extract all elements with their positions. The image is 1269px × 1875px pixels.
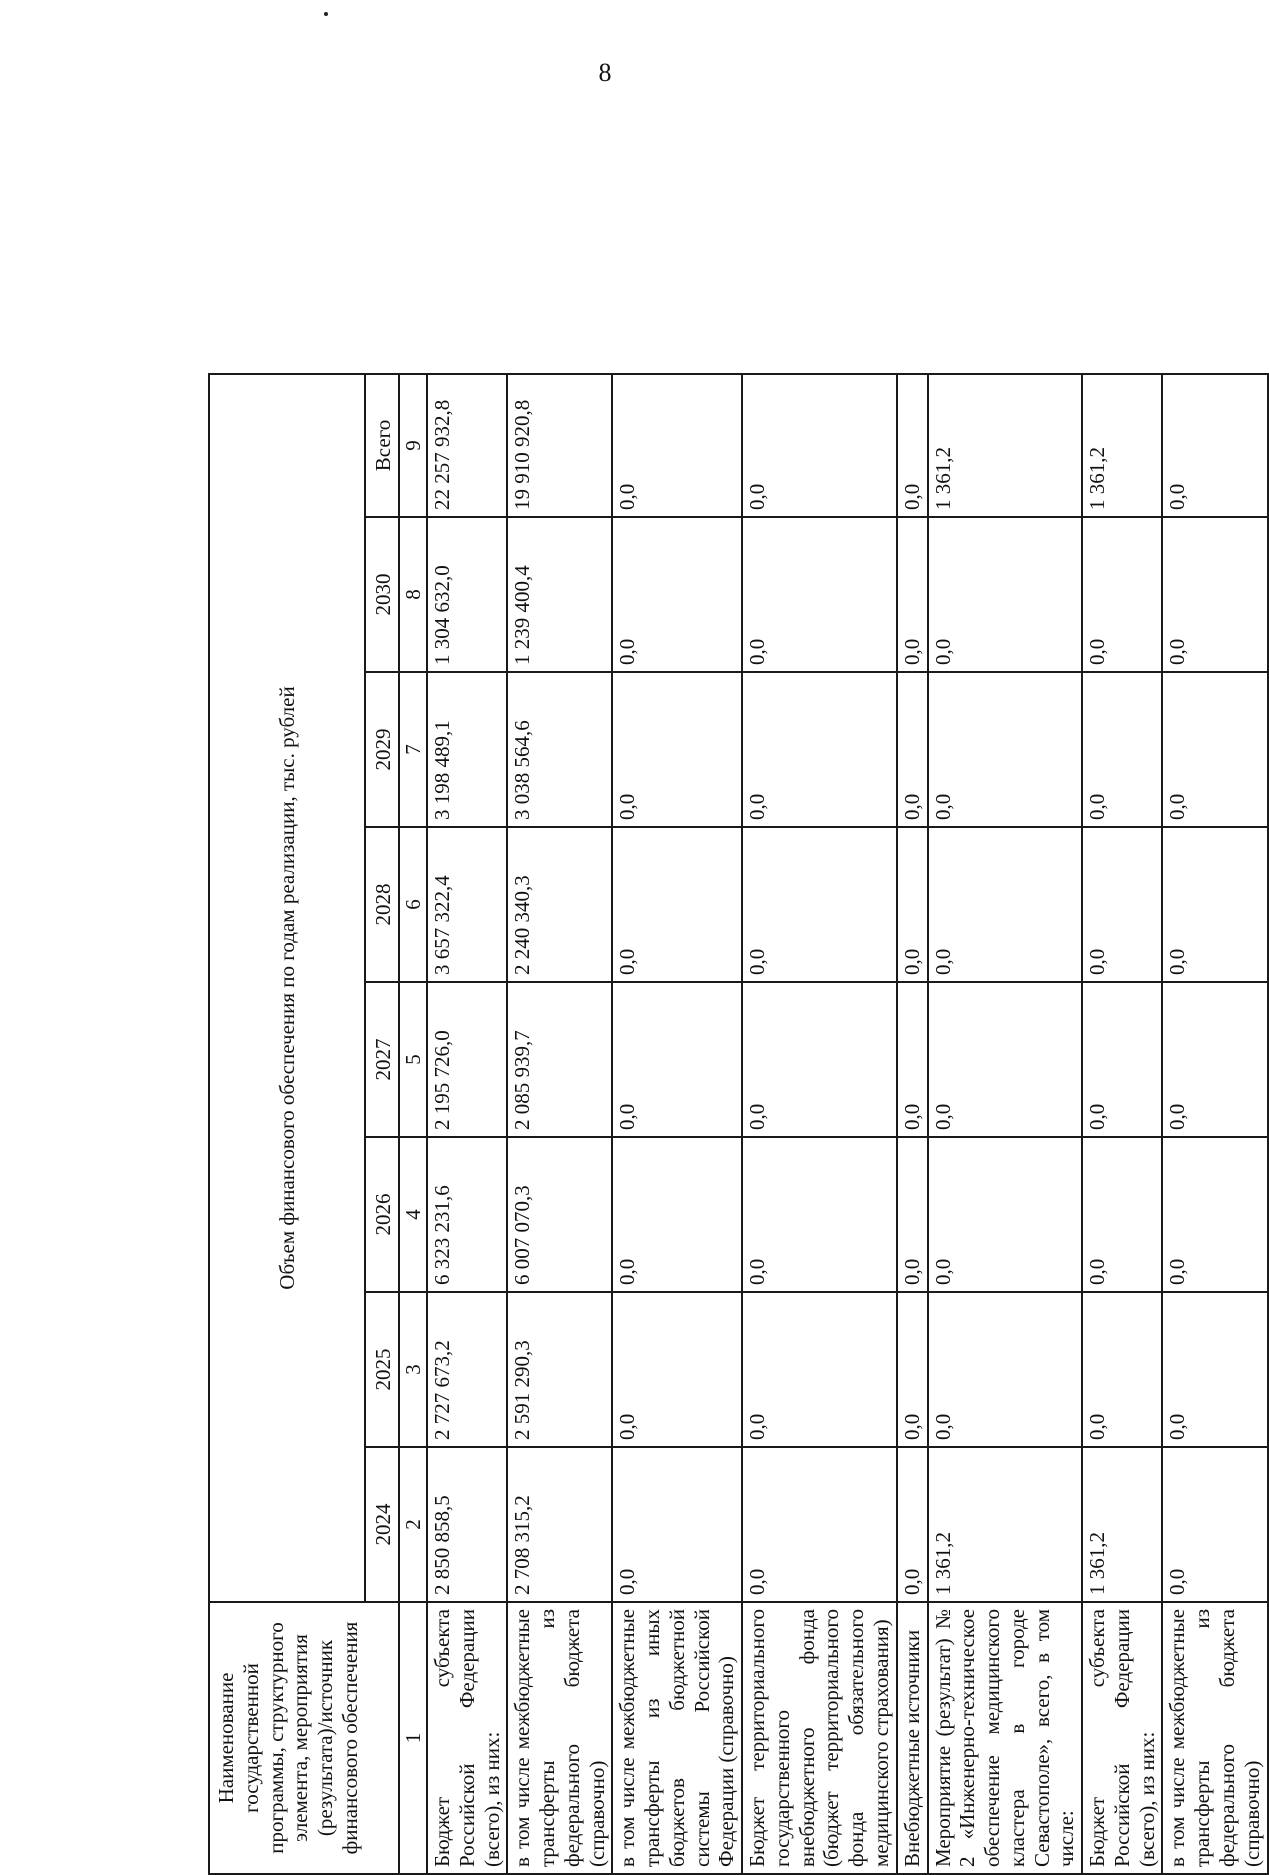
column-number: 8 bbox=[399, 517, 427, 672]
value-cell: 0,0 bbox=[612, 827, 742, 982]
value-cell: 0,0 bbox=[742, 1137, 897, 1292]
column-number: 4 bbox=[399, 1137, 427, 1292]
value-cell: 0,0 bbox=[742, 1447, 897, 1602]
rotated-table-container bbox=[208, 375, 1264, 1875]
value-cell: 0,0 bbox=[897, 827, 928, 982]
value-cell: 0,0 bbox=[1082, 517, 1162, 672]
value-cell: 2 708 315,2 bbox=[507, 1447, 612, 1602]
year-header: 2029 bbox=[365, 672, 399, 827]
value-cell: 0,0 bbox=[612, 982, 742, 1137]
value-cell: 0,0 bbox=[1162, 517, 1267, 672]
value-cell: 1 361,2 bbox=[928, 1447, 1083, 1602]
row-label: в том числе межбюджетные трансферты из иных бюджетов бюджетной системы Российской Федерации (справочно) bbox=[612, 1602, 742, 1874]
value-cell: 0,0 bbox=[897, 1137, 928, 1292]
value-cell: 0,0 bbox=[612, 1447, 742, 1602]
row-label: Мероприятие (результат) № 2 «Инженерно-техническое обеспечение медицинского кластера в городе Севастополе», всего, в том числе: bbox=[928, 1602, 1083, 1874]
value-cell: 0,0 bbox=[742, 517, 897, 672]
value-cell: 0,0 bbox=[897, 982, 928, 1137]
column-number: 3 bbox=[399, 1292, 427, 1447]
table-row bbox=[897, 374, 928, 1874]
row-label: в том числе межбюджетные трансферты из федерального бюджета (справочно) bbox=[507, 1602, 612, 1874]
total-cell: 0,0 bbox=[742, 374, 897, 517]
table-row bbox=[1082, 374, 1162, 1874]
column-number: 1 bbox=[399, 1602, 427, 1874]
total-cell: 1 361,2 bbox=[1082, 374, 1162, 517]
page-number: 8 bbox=[598, 58, 612, 87]
total-cell: 19 910 920,8 bbox=[507, 374, 612, 517]
value-cell: 0,0 bbox=[1162, 827, 1267, 982]
row-label: Бюджет территориального государственного внебюджетного фонда (бюджет территориального фонда обязательного медицинского страхования) bbox=[742, 1602, 897, 1874]
row-label: Бюджет субъекта Российской Федерации (всего), из них: bbox=[427, 1602, 507, 1874]
total-cell: 0,0 bbox=[612, 374, 742, 517]
table-row bbox=[427, 374, 507, 1874]
value-cell: 0,0 bbox=[928, 982, 1083, 1137]
volume-title-header: Объем финансового обеспечения по годам реализации, тыс. рублей bbox=[209, 374, 365, 1602]
value-cell: 0,0 bbox=[897, 517, 928, 672]
value-cell: 0,0 bbox=[1162, 982, 1267, 1137]
value-cell: 3 038 564,6 bbox=[507, 672, 612, 827]
value-cell: 2 727 673,2 bbox=[427, 1292, 507, 1447]
total-cell: 0,0 bbox=[897, 374, 928, 517]
value-cell: 0,0 bbox=[612, 517, 742, 672]
value-cell: 0,0 bbox=[1162, 1447, 1267, 1602]
table-row bbox=[507, 374, 612, 1874]
value-cell: 0,0 bbox=[928, 1137, 1083, 1292]
total-cell: 22 257 932,8 bbox=[427, 374, 507, 517]
value-cell: 2 195 726,0 bbox=[427, 982, 507, 1137]
column-number: 7 bbox=[399, 672, 427, 827]
value-cell: 0,0 bbox=[742, 672, 897, 827]
row-label: в том числе межбюджетные трансферты из федерального бюджета (справочно) bbox=[1162, 1602, 1267, 1874]
value-cell: 1 239 400,4 bbox=[507, 517, 612, 672]
value-cell: 0,0 bbox=[897, 672, 928, 827]
value-cell: 0,0 bbox=[1082, 982, 1162, 1137]
financing-table bbox=[208, 373, 1269, 1875]
table-row bbox=[612, 374, 742, 1874]
value-cell: 0,0 bbox=[1082, 672, 1162, 827]
value-cell: 0,0 bbox=[897, 1447, 928, 1602]
value-cell: 0,0 bbox=[928, 517, 1083, 672]
value-cell: 0,0 bbox=[742, 827, 897, 982]
value-cell: 3 198 489,1 bbox=[427, 672, 507, 827]
table-row bbox=[742, 374, 897, 1874]
year-header: 2028 bbox=[365, 827, 399, 982]
value-cell: 0,0 bbox=[612, 1137, 742, 1292]
total-header: Всего bbox=[365, 374, 399, 517]
value-cell: 0,0 bbox=[928, 672, 1083, 827]
value-cell: 0,0 bbox=[612, 672, 742, 827]
row-label: Внебюджетные источники bbox=[897, 1602, 928, 1874]
value-cell: 1 361,2 bbox=[1082, 1447, 1162, 1602]
value-cell: 0,0 bbox=[928, 827, 1083, 982]
total-cell: 1 361,2 bbox=[928, 374, 1083, 517]
value-cell: 2 850 858,5 bbox=[427, 1447, 507, 1602]
value-cell: 3 657 322,4 bbox=[427, 827, 507, 982]
table-body bbox=[427, 374, 1268, 1874]
value-cell: 6 323 231,6 bbox=[427, 1137, 507, 1292]
value-cell: 0,0 bbox=[742, 982, 897, 1137]
value-cell: 0,0 bbox=[1162, 1292, 1267, 1447]
value-cell: 2 591 290,3 bbox=[507, 1292, 612, 1447]
value-cell: 0,0 bbox=[612, 1292, 742, 1447]
value-cell: 0,0 bbox=[742, 1292, 897, 1447]
value-cell: 2 240 340,3 bbox=[507, 827, 612, 982]
column-number: 6 bbox=[399, 827, 427, 982]
scan-dot bbox=[324, 12, 328, 16]
year-header: 2024 bbox=[365, 1447, 399, 1602]
value-cell: 0,0 bbox=[1082, 827, 1162, 982]
year-header: 2026 bbox=[365, 1137, 399, 1292]
column-number: 2 bbox=[399, 1447, 427, 1602]
value-cell: 0,0 bbox=[1082, 1292, 1162, 1447]
value-cell: 2 085 939,7 bbox=[507, 982, 612, 1137]
column-number: 9 bbox=[399, 374, 427, 517]
value-cell: 1 304 632,0 bbox=[427, 517, 507, 672]
table-row bbox=[1162, 374, 1267, 1874]
value-cell: 0,0 bbox=[897, 1292, 928, 1447]
value-cell: 6 007 070,3 bbox=[507, 1137, 612, 1292]
year-header: 2025 bbox=[365, 1292, 399, 1447]
value-cell: 0,0 bbox=[928, 1292, 1083, 1447]
year-header: 2030 bbox=[365, 517, 399, 672]
name-column-header: Наименование государственной программы, структурного элемента, мероприятия (результата)/источник финансового обеспечения bbox=[209, 1602, 399, 1874]
row-label: Бюджет субъекта Российской Федерации (всего), из них: bbox=[1082, 1602, 1162, 1874]
value-cell: 0,0 bbox=[1082, 1137, 1162, 1292]
value-cell: 0,0 bbox=[1162, 672, 1267, 827]
total-cell: 0,0 bbox=[1162, 374, 1267, 517]
table-row bbox=[928, 374, 1083, 1874]
value-cell: 0,0 bbox=[1162, 1137, 1267, 1292]
column-number: 5 bbox=[399, 982, 427, 1137]
year-header: 2027 bbox=[365, 982, 399, 1137]
